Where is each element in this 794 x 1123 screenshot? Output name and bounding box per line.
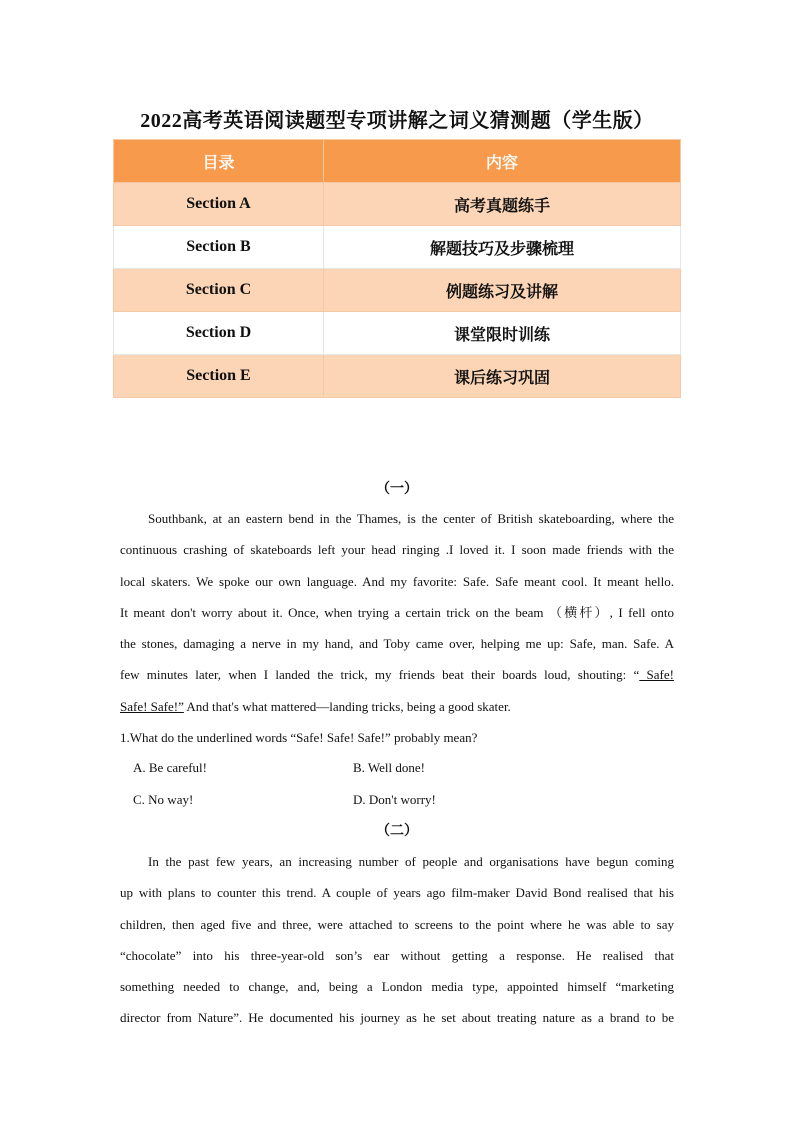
underlined-phrase: Safe! xyxy=(639,667,674,683)
text-line: the stones, damaging a nerve in my hand, and Toby came over, helping me up: Safe, man. Safe. A xyxy=(120,636,674,652)
text-line: children, then aged five and three, were attached to screens to the point where he was able to say xyxy=(120,916,674,932)
option-d: D. Don't worry! xyxy=(353,791,436,807)
text-line: It meant don't worry about it. Once, when trying a certain trick on the beam （横杆）, I fell onto xyxy=(120,604,674,620)
text-line: director from Nature”. He documented his journey as he set about treating nature as a brand to be xyxy=(120,1010,674,1026)
section-label: Section C xyxy=(114,269,324,312)
table-row xyxy=(114,355,681,398)
table-header-row xyxy=(114,140,681,183)
text-line: “chocolate” into his three-year-old son’s ear without getting a response. He realised that xyxy=(120,947,674,963)
passage-1-text xyxy=(120,503,674,753)
section-content: 解题技巧及步骤梳理 xyxy=(324,226,681,269)
table-header-content: 内容 xyxy=(324,140,681,183)
question-text: 1.What do the underlined words “Safe! Safe! Safe!” probably mean? xyxy=(120,730,478,746)
underlined-phrase: Safe! Safe!” xyxy=(120,698,184,714)
text-line: local skaters. We spoke our own language. And my favorite: Safe. Safe meant cool. It meant hello. xyxy=(120,573,674,589)
option-a: A. Be careful! xyxy=(133,760,207,775)
text-line: up with plans to counter this trend. A couple of years ago film-maker David Bond realised that his xyxy=(120,885,674,901)
text-segment: And that's what mattered—landing tricks, being a good skater. xyxy=(183,698,511,714)
section-content: 例题练习及讲解 xyxy=(324,269,681,312)
table-header-catalog: 目录 xyxy=(114,140,324,183)
table-row xyxy=(114,226,681,269)
text-segment: few minutes later, when I landed the trick, my friends beat their boards loud, shouting: “ xyxy=(120,667,640,683)
section-content: 高考真题练手 xyxy=(324,183,681,226)
section-label: Section A xyxy=(114,183,324,226)
page-title: 2022高考英语阅读题型专项讲解之词义猜测题（学生版） xyxy=(140,110,654,132)
passage-1-heading: （一） xyxy=(376,482,418,497)
answer-options xyxy=(133,752,613,815)
passage-2-text xyxy=(120,846,674,1034)
passage-2-heading: （二） xyxy=(376,824,418,839)
section-label: Section E xyxy=(114,355,324,398)
section-label: Section B xyxy=(114,226,324,269)
option-c: C. No way! xyxy=(133,791,194,807)
section-content: 课后练习巩固 xyxy=(324,355,681,398)
table-row xyxy=(114,312,681,355)
option-row xyxy=(133,784,613,816)
text-line: Southbank, at an eastern bend in the Thames, is the center of British skateboarding, where the xyxy=(148,511,674,526)
contents-table xyxy=(113,139,681,398)
text-line: In the past few years, an increasing number of people and organisations have begun coming xyxy=(148,854,674,869)
text-line: something needed to change, and, being a London media type, appointed himself “marketing xyxy=(120,979,674,995)
text-line xyxy=(120,691,674,722)
table-row xyxy=(114,183,681,226)
option-row xyxy=(133,752,613,784)
text-line: continuous crashing of skateboards left your head ringing .I loved it. I soon made friends with the xyxy=(120,542,674,558)
section-label: Section D xyxy=(114,312,324,355)
option-b: B. Well done! xyxy=(353,760,426,775)
table-row xyxy=(114,269,681,312)
text-line xyxy=(120,659,674,690)
section-content: 课堂限时训练 xyxy=(324,312,681,355)
